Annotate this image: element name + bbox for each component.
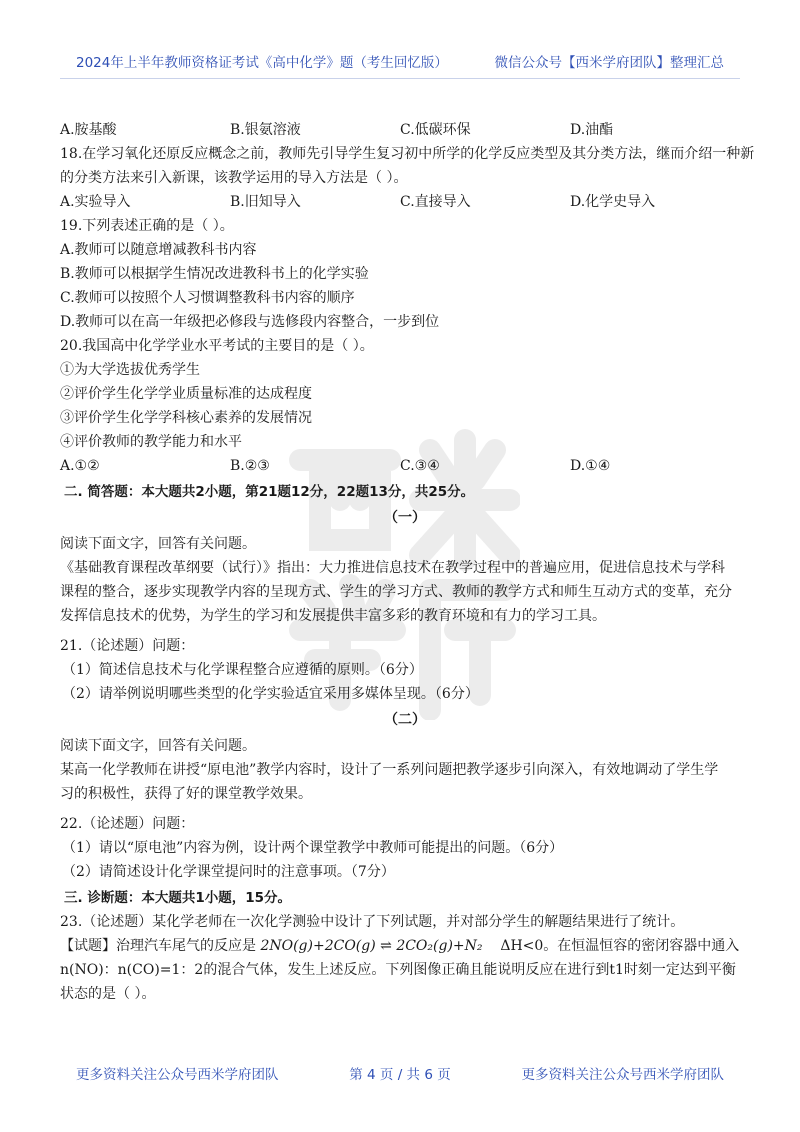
question-19-stem: 19.下列表述正确的是（ ）。 bbox=[60, 218, 234, 234]
option: B.②③ bbox=[230, 458, 270, 474]
option: C.直接导入 bbox=[400, 194, 471, 210]
question-20-stem: 20.我国高中化学学业水平考试的主要目的是（ ）。 bbox=[60, 338, 374, 354]
option: C.低碳环保 bbox=[400, 122, 471, 138]
passage-line: 某高一化学教师在讲授“原电池”教学内容时，设计了一系列问题把教学逐步引向深入，有效地调动了学生学 bbox=[60, 762, 719, 778]
page-footer bbox=[76, 1062, 724, 1084]
statement-item: ①为大学选拔优秀学生 bbox=[60, 362, 200, 378]
option: A.教师可以随意增减教科书内容 bbox=[60, 242, 257, 258]
statement-item: ③评价学生化学学科核心素养的发展情况 bbox=[60, 410, 312, 426]
statement-item: ②评价学生化学学业质量标准的达成程度 bbox=[60, 386, 312, 402]
sub-question: （1）简述信息技术与化学课程整合应遵循的原则。（6分） bbox=[62, 662, 423, 678]
question-23-prefix: 【试题】治理汽车尾气的反应是 bbox=[60, 938, 256, 954]
question-23-line: 状态的是（ ）。 bbox=[60, 986, 156, 1002]
option: D.教师可以在高一年级把必修段与选修段内容整合，一步到位 bbox=[60, 314, 440, 330]
reading-instruction: 阅读下面文字，回答有关问题。 bbox=[60, 738, 256, 754]
sub-question: （2）请简述设计化学课堂提问时的注意事项。（7分） bbox=[62, 864, 395, 880]
statement-item: ④评价教师的教学能力和水平 bbox=[60, 434, 242, 450]
section-2-title: 二. 简答题：本大题共2小题，第21题12分，22题13分，共25分。 bbox=[64, 484, 475, 500]
question-18-line: 的分类方法来引入新课，该教学运用的导入方法是（ ）。 bbox=[60, 170, 408, 186]
header-source: 微信公众号【西米学府团队】整理汇总 bbox=[494, 55, 724, 71]
part-1-heading: （一） bbox=[384, 510, 426, 526]
page-header bbox=[76, 50, 724, 72]
page-content bbox=[60, 118, 755, 1006]
option: B.旧知导入 bbox=[230, 194, 301, 210]
option: C.③④ bbox=[400, 458, 440, 474]
option: C.教师可以按照个人习惯调整教科书内容的顺序 bbox=[60, 290, 355, 306]
passage-line: 发挥信息技术的优势，为学生的学习和发展提供丰富多彩的教育环境和有力的学习工具。 bbox=[60, 608, 606, 624]
footer-right: 更多资料关注公众号西米学府团队 bbox=[521, 1067, 724, 1083]
q18-options bbox=[60, 190, 750, 214]
q20-options bbox=[60, 454, 750, 478]
option: A.胺基酸 bbox=[60, 122, 117, 138]
header-title: 2024年上半年教师资格证考试《高中化学》题（考生回忆版） bbox=[76, 55, 448, 71]
page-number: 第 4 页 / 共 6 页 bbox=[349, 1067, 451, 1083]
option: D.化学史导入 bbox=[570, 194, 656, 210]
option: B.银氨溶液 bbox=[230, 122, 301, 138]
passage-line: 习的积极性，获得了好的课堂教学效果。 bbox=[60, 786, 312, 802]
section-3-title: 三. 诊断题：本大题共1小题，15分。 bbox=[64, 890, 292, 906]
question-23-line bbox=[60, 934, 750, 958]
header-divider bbox=[60, 78, 740, 79]
sub-question: （1）请以“原电池”内容为例，设计两个课堂教学中教师可能提出的问题。（6分） bbox=[62, 840, 564, 856]
option: D.油酯 bbox=[570, 122, 614, 138]
question-23-line: n(NO)：n(CO)=1：2的混合气体，发生上述反应。下列图像正确且能说明反应在进行到t1时刻一定达到平衡 bbox=[60, 962, 736, 978]
option: A.实验导入 bbox=[60, 194, 131, 210]
reaction-equation: 2NO(g)+2CO(g) ⇌ 2CO₂(g)+N₂ bbox=[260, 938, 483, 954]
question-22-stem: 22.（论述题）问题： bbox=[60, 816, 195, 832]
option: B.教师可以根据学生情况改进教科书上的化学实验 bbox=[60, 266, 369, 282]
reading-instruction: 阅读下面文字，回答有关问题。 bbox=[60, 536, 256, 552]
question-21-stem: 21.（论述题）问题： bbox=[60, 638, 195, 654]
part-2-heading: （二） bbox=[384, 712, 426, 728]
option: A.①② bbox=[60, 458, 100, 474]
question-23-suffix: ΔH<0。在恒温恒容的密闭容器中通入 bbox=[500, 938, 740, 954]
passage-line: 《基础教育课程改革纲要（试行）》指出：大力推进信息技术在教学过程中的普遍应用，促进信息技术与学科 bbox=[60, 560, 725, 576]
sub-question: （2）请举例说明哪些类型的化学实验适宜采用多媒体呈现。（6分） bbox=[62, 686, 479, 702]
option: D.①④ bbox=[570, 458, 611, 474]
passage-line: 课程的整合，逐步实现教学内容的呈现方式、学生的学习方式、教师的教学方式和师生互动方式的变革，充分 bbox=[60, 584, 732, 600]
footer-left: 更多资料关注公众号西米学府团队 bbox=[76, 1067, 279, 1083]
question-18-line: 18.在学习氧化还原反应概念之前，教师先引导学生复习初中所学的化学反应类型及其分类方法，继而介绍一种新 bbox=[60, 146, 755, 162]
q17-options bbox=[60, 118, 750, 142]
question-23-line: 23.（论述题）某化学老师在一次化学测验中设计了下列试题，并对部分学生的解题结果进行了统计。 bbox=[60, 914, 685, 930]
